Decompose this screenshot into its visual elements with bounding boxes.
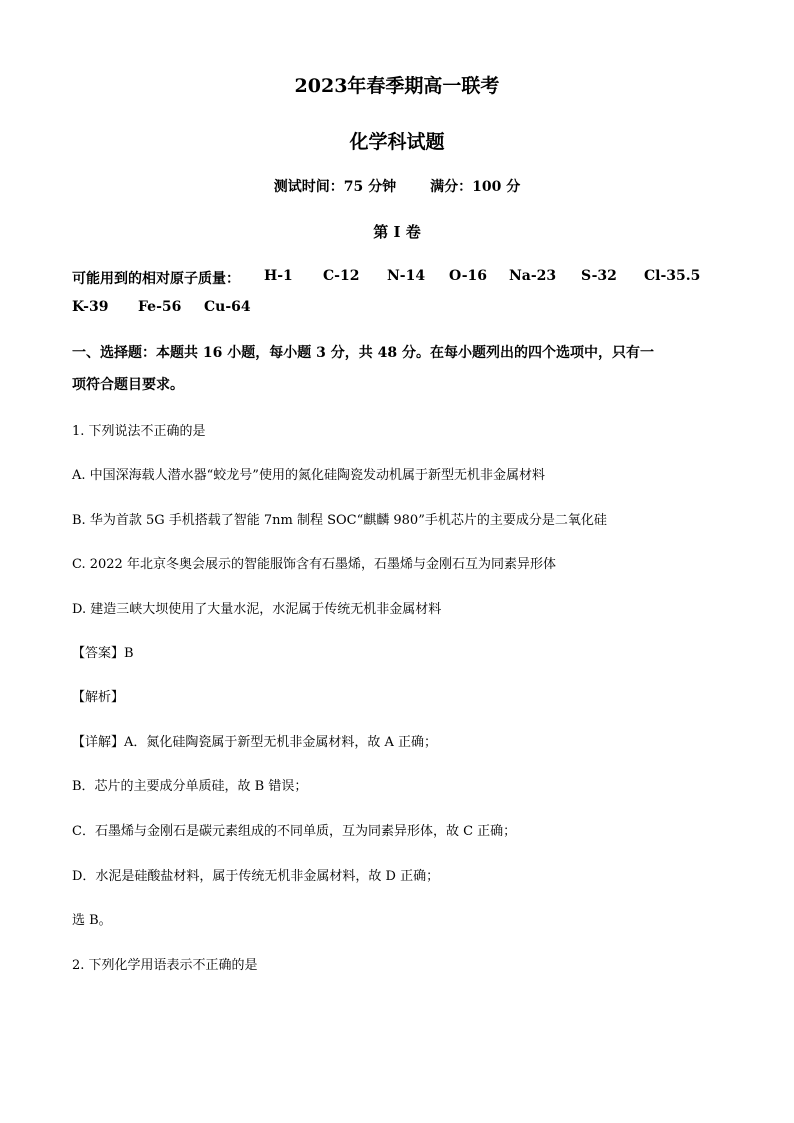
- atomic-mass-item: O-16: [449, 268, 488, 284]
- detail-line-d: D．水泥是硅酸盐材料，属于传统无机非金属材料，故 D 正确；: [72, 869, 440, 884]
- question-2-stem: 2. 下列化学用语表示不正确的是: [72, 958, 258, 973]
- answer-line: [72, 642, 134, 661]
- test-time: 测试时间：75 分钟: [273, 179, 397, 195]
- exam-info: [0, 176, 794, 196]
- question-1-stem: 1. 下列说法不正确的是: [72, 424, 206, 439]
- atomic-mass-item: H-1: [264, 268, 293, 284]
- volume-label: 第 I 卷: [373, 223, 421, 241]
- exam-title: 2023年春季期高一联考: [294, 75, 500, 97]
- detail-line-b: B．芯片的主要成分单质硅，故 B 错误；: [72, 779, 308, 794]
- detail-line-a: [72, 731, 437, 750]
- question-1-option-a: A. 中国深海载人潜水器“蛟龙号”使用的氮化硅陶瓷发动机属于新型无机非金属材料: [72, 468, 545, 483]
- detail-tag: 【详解】: [72, 735, 125, 750]
- question-1-option-c: C. 2022 年北京冬奥会展示的智能服饰含有石墨烯，石墨烯与金刚石互为同素异形体: [72, 557, 556, 572]
- full-score: 满分：100 分: [430, 179, 521, 195]
- answer-value: B: [124, 646, 134, 661]
- conclusion: 选 B。: [72, 913, 112, 928]
- atomic-mass-item: N-14: [387, 268, 426, 284]
- subject-title: 化学科试题: [349, 131, 445, 153]
- atomic-mass-item: K-39: [72, 299, 109, 315]
- question-1-option-d: D. 建造三峡大坝使用了大量水泥，水泥属于传统无机非金属材料: [72, 602, 442, 617]
- section-heading-line2: 项符合题目要求。: [72, 377, 184, 393]
- analysis-tag: 【解析】: [72, 690, 125, 705]
- atomic-mass-item: Fe-56: [138, 299, 182, 315]
- atomic-mass-label: 可能用到的相对原子质量：: [72, 271, 240, 287]
- answer-tag: 【答案】: [72, 646, 125, 661]
- atomic-mass-item: Cl-35.5: [644, 268, 701, 284]
- atomic-mass-item: S-32: [581, 268, 617, 284]
- atomic-mass-item: Na-23: [509, 268, 557, 284]
- question-1-option-b: B. 华为首款 5G 手机搭载了智能 7nm 制程 SOC“麒麟 980”手机芯片的主要成分是二氧化硅: [72, 513, 607, 528]
- detail-line-c: C．石墨烯与金刚石是碳元素组成的不同单质，互为同素异形体，故 C 正确；: [72, 824, 517, 839]
- atomic-mass-item: C-12: [323, 268, 360, 284]
- detail-text: A．氮化硅陶瓷属于新型无机非金属材料，故 A 正确；: [124, 735, 438, 750]
- section-heading-line1: 一、选择题：本题共 16 小题，每小题 3 分，共 48 分。在每小题列出的四个选项中，只有一: [72, 345, 654, 361]
- atomic-mass-item: Cu-64: [204, 299, 251, 315]
